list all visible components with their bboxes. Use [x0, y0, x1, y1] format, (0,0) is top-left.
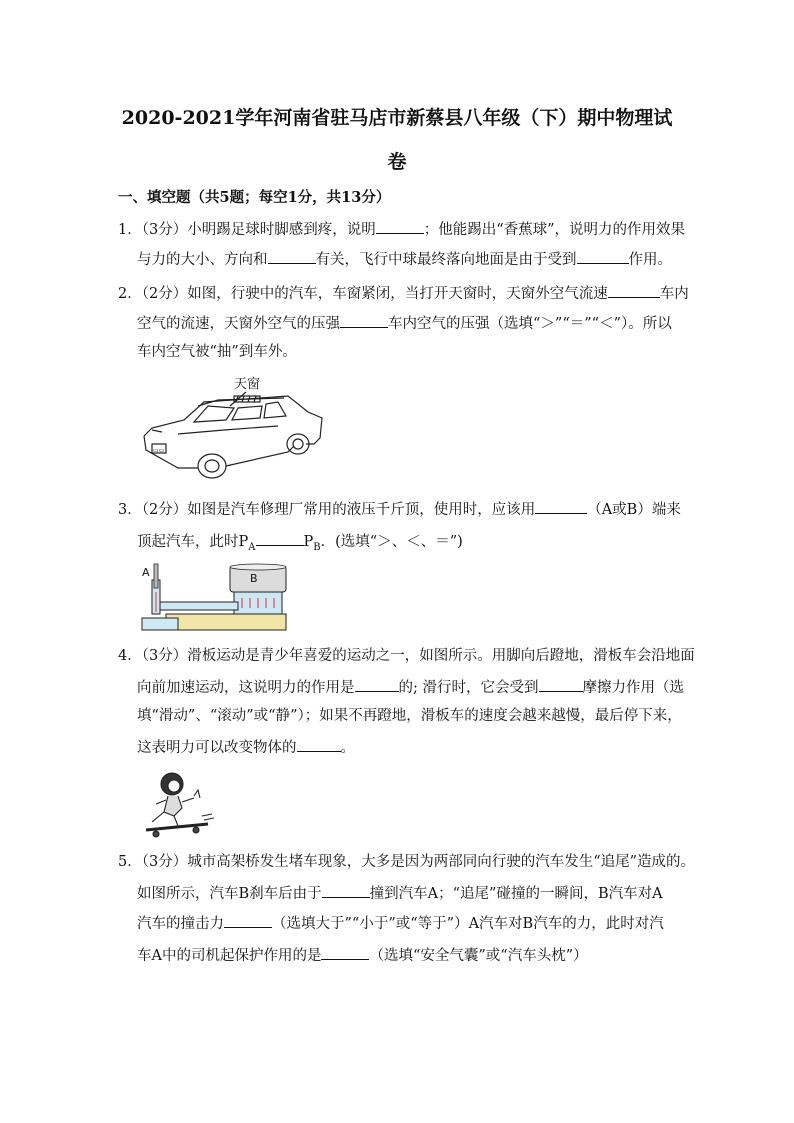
- connecting-pipe: [158, 602, 238, 610]
- answer-blank[interactable]: [297, 736, 341, 752]
- subscript-b: B: [313, 541, 321, 553]
- q2-line-3: 车内空气被“抽”到车外。: [137, 344, 297, 360]
- q2-line-2: [137, 312, 672, 334]
- skateboarder-drawing: [146, 773, 214, 837]
- q4-text: 。: [340, 740, 355, 756]
- q5-text: （选填大于”“小于”或“等于”）A汽车对B汽车的力，此时对汽: [272, 916, 664, 932]
- small-piston: [154, 564, 158, 588]
- q5-text: 如图所示，汽车B刹车后由于: [137, 886, 322, 902]
- q4-line-3: 填“滑动”、“滚动”或“静”）；如果不再蹬地，滑板车的速度会越来越慢，最后停下来，: [137, 708, 682, 724]
- q4-text: 向前加速运动，这说明力的作用是: [137, 680, 355, 696]
- label-b: B: [250, 572, 258, 585]
- car-sunroof-figure: [138, 372, 328, 484]
- answer-blank[interactable]: [224, 912, 272, 928]
- answer-blank[interactable]: [322, 882, 370, 898]
- answer-blank[interactable]: [268, 248, 316, 264]
- q1-text: 有关，飞行中球最终落向地面是由于受到: [315, 252, 577, 268]
- q1-line-2: [137, 248, 672, 270]
- hydraulic-jack-figure: [138, 562, 288, 634]
- answer-blank[interactable]: [608, 282, 660, 298]
- answer-blank[interactable]: [535, 498, 587, 514]
- answer-blank[interactable]: [577, 248, 629, 264]
- q5-text: 车A中的司机起保护作用的是: [137, 948, 322, 964]
- q4-line-1: 4．（3分）滑板运动是青少年喜爱的运动之一，如图所示。用脚向后蹬地，滑板车会沿地面: [118, 648, 695, 664]
- q2-text: 空气的流速，天窗外空气的压强: [137, 316, 340, 332]
- q3-text: P: [303, 534, 314, 550]
- label-a: A: [142, 566, 150, 579]
- exam-title-line-2: 卷: [387, 151, 407, 173]
- q1-text: 与力的大小、方向和: [137, 252, 268, 268]
- q3-text: ．(选填“＞、＜、＝”): [320, 534, 463, 550]
- q4-line-4: [137, 736, 355, 758]
- q1-text: 作用。: [628, 252, 672, 268]
- q1-text: ；他能踢出“香蕉球”，说明力的作用效果: [423, 222, 686, 238]
- q1-line-1: [118, 218, 685, 240]
- q1-text: 1．（3分）小明踢足球时脚感到疼，说明: [118, 222, 376, 238]
- q4-text: 这表明力可以改变物体的: [137, 740, 297, 756]
- q5-line-4: [137, 944, 588, 966]
- reservoir: [142, 618, 178, 630]
- q4-text: 摩擦力作用（选: [582, 680, 684, 696]
- q5-line-1: 5．（3分）城市高架桥发生堵车现象，大多是因为两部同向行驶的汽车发生“追尾”造成的。: [118, 854, 696, 870]
- q3-text: 3．（2分）如图是汽车修理厂常用的液压千斤顶，使用时，应该用: [118, 502, 536, 518]
- q3-line-1: [118, 498, 681, 520]
- answer-blank[interactable]: [376, 218, 424, 234]
- exam-title-line-1: 2020-2021学年河南省驻马店市新蔡县八年级（下）期中物理试: [121, 107, 673, 129]
- q5-line-2: [137, 882, 663, 904]
- sunroof-label: 天窗: [234, 377, 261, 392]
- answer-blank[interactable]: [539, 676, 583, 692]
- subscript-a: A: [248, 541, 256, 553]
- q3-text: （A或B）端来: [587, 502, 681, 518]
- answer-blank[interactable]: [321, 944, 369, 960]
- section-heading: 一、填空题（共5题；每空1分，共13分）: [118, 189, 391, 206]
- q4-line-2: [137, 676, 684, 698]
- q3-text: 顶起汽车，此时P: [137, 534, 249, 550]
- answer-blank[interactable]: [340, 312, 388, 328]
- jack-base: [166, 614, 286, 630]
- q3-line-2: [137, 530, 463, 558]
- q4-text: 的; 滑行时，它会受到: [398, 680, 539, 696]
- q5-text: 汽车的撞击力: [137, 916, 224, 932]
- q5-text: （选填“安全气囊”或“汽车头枕”）: [369, 948, 588, 964]
- answer-blank[interactable]: [256, 530, 304, 546]
- q2-text: 车内空气的压强（选填“＞”“＝”“＜”）。所以: [388, 316, 672, 332]
- car-drawing: [144, 392, 322, 478]
- license-plate: ▭▭: [153, 447, 165, 454]
- q5-line-3: [137, 912, 664, 934]
- q5-text: 撞到汽车A；“追尾”碰撞的一瞬间，B汽车对A: [369, 886, 663, 902]
- q2-text: 2．（2分）如图，行驶中的汽车，车窗紧闭，当打开天窗时，天窗外空气流速: [118, 286, 608, 302]
- piston-top: [230, 564, 286, 570]
- q2-line-1: [118, 282, 689, 304]
- skateboard-figure: [138, 768, 218, 844]
- q2-text: 车内: [659, 286, 689, 302]
- answer-blank[interactable]: [355, 676, 399, 692]
